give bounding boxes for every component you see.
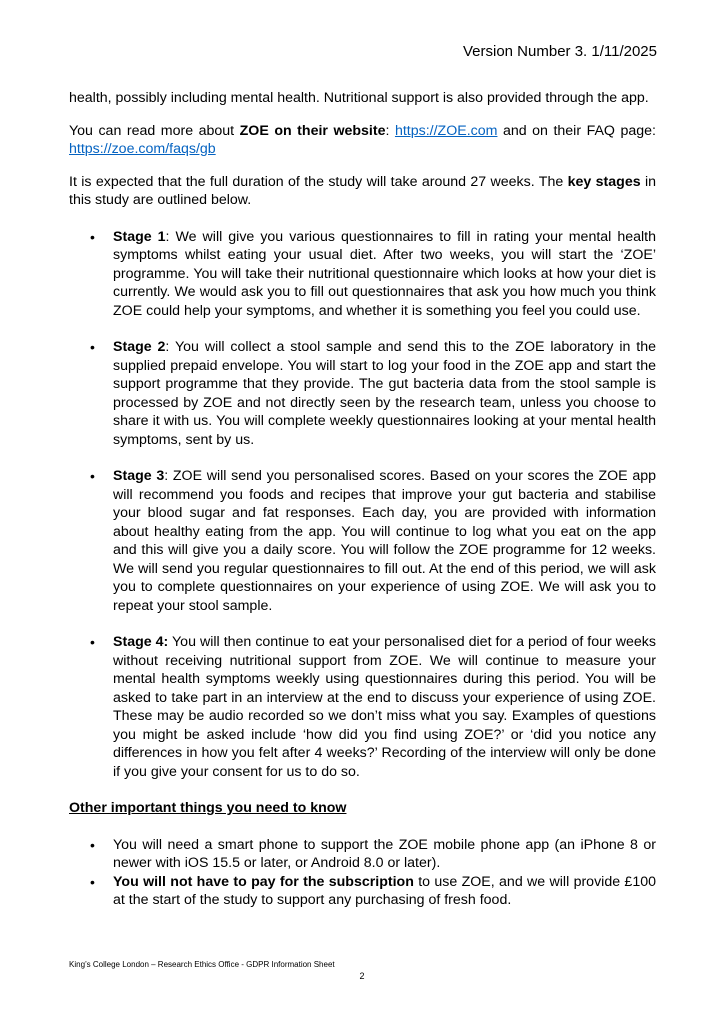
stages-list bbox=[69, 228, 656, 782]
intro-paragraph-2 bbox=[69, 122, 656, 159]
stage-text: : ZOE will send you personalised scores. Based on your scores the ZOE app will recommend you foods and recipes that improve your gut bacteria and stabilise your blood sugar and fat responses. Each day, you are provided with information about healthy eating from the app. You will continue to log what you eat on the app and this will give you a daily score. You will follow the ZOE programme for 12 weeks. We will send you regular questionnaires to fill out. At the end of this period, we will ask you to complete questionnaires on your experience of using ZOE. We will ask you to repeat your stool sample. bbox=[113, 468, 656, 614]
intro-paragraph-1: health, possibly including mental health. Nutritional support is also provided through the app. bbox=[69, 90, 649, 106]
zoe-website-bold: ZOE on their website bbox=[239, 122, 386, 139]
stage-text: You will then continue to eat your personalised diet for a period of four weeks without receiving nutritional support from ZOE. We will continue to measure your mental health symptoms weekly using questionnaires during this period. You will be asked to take part in an interview at the end to discuss your experience of using ZOE. These may be audio recorded so we don’t miss what you say. Examples of questions you might be asked include ‘how did you find using ZOE?’ or ‘did you notice any differences in how you felt after 4 weeks?’ Recording of the interview will only be done if you give your consent for us to do so. bbox=[113, 634, 656, 780]
zoe-faq-link[interactable]: https://zoe.com/faqs/gb bbox=[69, 141, 216, 157]
page-number: 2 bbox=[359, 971, 365, 981]
stage-text: : We will give you various questionnaires to fill in rating your mental health symptoms whilst eating your usual diet. After two weeks, you will start the ‘ZOE’ programme. You will take their nutritional questionnaire which looks at how your diet is currently. We would ask you to fill out questionnaires that ask you how much you think ZOE could help your symptoms, and whether it is something you feel you could use. bbox=[113, 228, 656, 319]
text-span: It is expected that the full duration of the study will take around 27 weeks. The bbox=[69, 173, 568, 190]
stage-label: Stage 2 bbox=[113, 339, 166, 355]
stage-2-item bbox=[113, 338, 656, 449]
stage-4-item bbox=[113, 633, 656, 781]
subscription-bold: You will not have to pay for the subscription bbox=[113, 873, 414, 890]
footer-text: King’s College London – Research Ethics Office - GDPR Information Sheet bbox=[69, 960, 335, 969]
smartphone-requirement-item: • You will need a smart phone to support the ZOE mobile phone app (an iPhone 8 or newer with iOS 15.5 or later, or Android 8.0 or later). bbox=[113, 836, 656, 873]
version-number: Version Number 3. 1/11/2025 bbox=[462, 43, 657, 60]
other-things-list bbox=[69, 836, 656, 910]
subscription-item bbox=[113, 873, 656, 910]
subscription-text: to use ZOE, and we will provide £100 at the start of the study to support any purchasing of fresh food. bbox=[113, 873, 656, 908]
zoe-website-link[interactable]: https://ZOE.com bbox=[394, 122, 498, 139]
stage-label: Stage 1 bbox=[113, 228, 166, 245]
stage-text: : You will collect a stool sample and send this to the ZOE laboratory in the supplied prepaid envelope. You will start to log your food in the ZOE app and start the support programme that they provide. The gut bacteria data from the stool sample is processed by ZOE and not directly seen by the research team, unless you choose to share it with us. You will complete weekly questionnaires looking at your mental health symptoms, sent by us. bbox=[113, 339, 656, 448]
text-span: and on their FAQ page: bbox=[497, 122, 656, 139]
text-span: in this study are outlined below. bbox=[69, 173, 657, 208]
stage-1-item bbox=[113, 228, 656, 321]
stage-label: Stage 4: bbox=[113, 634, 169, 650]
stage-label: Stage 3 bbox=[113, 468, 165, 484]
text-span: : bbox=[385, 122, 395, 139]
text-span: You can read more about bbox=[69, 122, 240, 139]
stage-3-item bbox=[113, 467, 656, 615]
intro-paragraph-3 bbox=[69, 173, 656, 210]
key-stages-bold: key stages bbox=[567, 173, 641, 190]
document-body bbox=[69, 89, 656, 910]
other-things-heading: Other important things you need to know bbox=[69, 800, 347, 816]
